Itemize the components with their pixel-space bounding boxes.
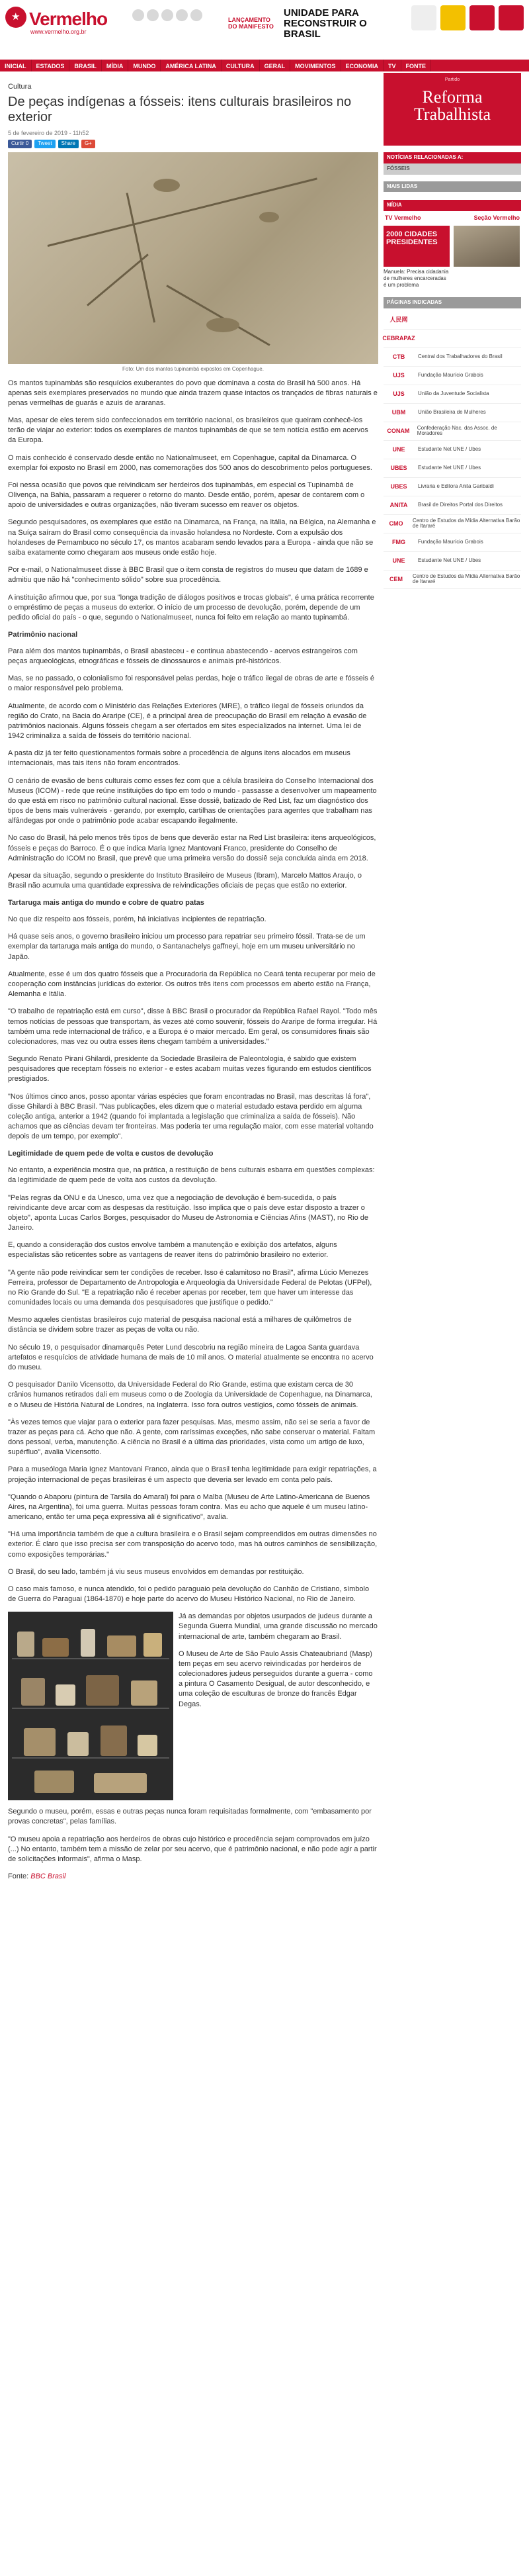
badge-4[interactable] [499, 5, 524, 30]
main-nav [0, 60, 529, 71]
article-paragraph: "O trabalho de repatriação está em curso", disse à BBC Brasil o procurador da República Rafael Rayol. "Todo mês temos notícias de pessoas que transportam, às vezes até como souvenir, fósseis do Araripe de forma irregular. Há também uma rede internacional de tráfico, e a Europa é o maior mercado. Em geral, os consumidores finais são colecionadores, mas vez ou outra esses itens chegam também a universidades." [8, 1007, 378, 1046]
article-paragraph: O Museu de Arte de São Paulo Assis Chateaubriand (Masp) tem peças em seu acervo reivindicadas por herdeiros de colecionadores judeus perseguidos durante a guerra - como a pintura O Casamento Desigual, de autor desconhecido, e uma coleção de esculturas de bronze do francês Edgar Degas. [179, 1649, 373, 1708]
article-source [8, 1872, 378, 1882]
partner-logo: UNE [392, 557, 405, 565]
recommended-link[interactable] [384, 459, 521, 478]
article-paragraph: Atualmente, de acordo com o Ministério das Relações Exteriores (MRE), o tráfico ilegal de fósseis oriundos da região do Crato, na Bacia do Araripe (CE), é a principal área de preocupação do Brasil em relação à evasão de patrimônios nacionais. Alguns fósseis chegam a ser ofertados em sites especializados na internet. Uma lei de 1942 criminaliza a saída de fósseis do território nacional. [8, 702, 367, 741]
article-paragraph: "Há uma importância também de que a cultura brasileira e o Brasil sejam compreendidos em outras dimensões no exterior. É claro que isso precisa ser com transposição do acervo todo, mas há outros caminhos de sensibilização, como exposições temporárias." [8, 1530, 378, 1559]
nav-item[interactable]: BRASIL [69, 60, 102, 71]
partner-logo: CTB [392, 353, 405, 361]
youtube-icon[interactable] [161, 9, 173, 21]
tweet-button[interactable]: Tweet [34, 140, 55, 148]
partner-name: Livraria e Editora Anita Garibaldi [418, 483, 494, 489]
nav-item[interactable]: MOVIMENTOS [290, 60, 341, 71]
instagram-icon[interactable] [176, 9, 188, 21]
ad-big-text: Reforma Trabalhista [413, 87, 491, 124]
ad-small-text: Partido [444, 77, 460, 82]
partner-name: União Brasileira de Mulheres [418, 409, 486, 415]
article [8, 82, 378, 1882]
article-paragraph: "Nos últimos cinco anos, posso apontar várias espécies que foram encontradas no Brasil, mas descritas lá fora", disse Ghilardi à BBC Brasil. "Nas publicações, eles dizem que o material estudado estava perdido em alguma coleção antiga, anterior a 1942 (quando foi implantada a legislação que criminaliza a saída de fósseis). Não achamos que as ciências devam ter fronteiras. Mas poderia ter uma regulação maior, com esse material voltando depois de um tempo, por exemplo". [8, 1092, 374, 1141]
article-paragraph: Por e-mail, o Nationalmuseet disse à BBC Brasil que o item consta de registros do museu que datam de 1689 e admitiu que não há "conhecimento sólido" sobre sua procedência. [8, 566, 368, 584]
article-paragraph: "Às vezes temos que viajar para o exterior para fazer pesquisas. Mas, mesmo assim, não sei se seria a favor de trazer as peças para cá. Acho que não. A gente, com raríssimas exceções, não sabe conservar o material. Faltam dons pessoal, verba, manutenção. A ciência no Brasil é a última das prioridades, vista como um artigo de luxo, supérfluo", avalia Vicensotto. [8, 1418, 376, 1457]
media-thumbs [384, 226, 521, 288]
recommended-link[interactable] [384, 533, 521, 552]
partner-logo: UBES [390, 465, 407, 472]
badge-2[interactable] [440, 5, 466, 30]
partner-logo: UBM [391, 409, 406, 416]
nav-item[interactable]: INICIAL [0, 60, 32, 71]
article-paragraph: Mesmo aqueles cientistas brasileiros cujo material de pesquisa nacional está a milhares de quilômetros de distância se dividem sobre trazer as peças de volta ou não. [8, 1316, 352, 1334]
badge-3[interactable] [469, 5, 495, 30]
partner-logo: UBES [390, 483, 407, 490]
partner-logo: CEM [389, 576, 403, 583]
partner-name: Centro de Estudos da Mídia Alternativa Barão de Itararé [412, 573, 520, 585]
article-paragraph: A instituição afirmou que, por sua "longa tradição de diálogos positivos e trocas globais", é uma prática recorrente o empréstimo de peças a museus do exterior. O início de um processo de devolução, porém, depende de um pedido oficial do país - o que, segundo o Nationalmuseet, nunca foi feito em relação ao manto tupinambá. [8, 593, 374, 621]
article-paragraph: Mas, se no passado, o colonialismo foi responsável pelas perdas, hoje o tráfico ilegal de obras de arte e fósseis é o maior responsável pelo problema. [8, 674, 374, 693]
recommended-link[interactable] [384, 311, 521, 330]
source-label: Fonte: [8, 1872, 29, 1881]
article-paragraph: No que diz respeito aos fósseis, porém, há iniciativas incipientes de repatriação. [8, 915, 266, 924]
thumb-text: 2000 CIDADES PRESIDENTES [386, 230, 438, 246]
partner-name: Estudante Net UNE / Ubes [418, 465, 481, 471]
twitter-icon[interactable] [147, 9, 159, 21]
header-badges [411, 5, 524, 30]
recommended-link[interactable] [384, 441, 521, 459]
recommended-link[interactable] [384, 496, 521, 515]
recommended-link[interactable] [384, 478, 521, 496]
partner-name: Confederação Nac. das Assoc. de Moradores [417, 424, 497, 437]
media-thumb-1[interactable] [384, 226, 450, 267]
rss-icon[interactable] [190, 9, 202, 21]
museum-photo-block [8, 1612, 378, 1800]
share-bar [8, 140, 378, 148]
article-paragraph: No entanto, a experiência mostra que, na prática, a restituição de bens culturais esbarra em questões complexas: da legitimidade de quem pede de volta aos custos da devolução. [8, 1166, 375, 1185]
article-paragraph: "Pelas regras da ONU e da Unesco, uma vez que a negociação de devolução é bem-sucedida, o país reivindicante deve arcar com as despesas da restituição. Isso implica que o país deve estar disposto a trazer o objeto", aponta Lucas Carlos Borges, pesquisador do Museu de Astronomia e Ciências Afins (MAST), no Rio de Janeiro. [8, 1193, 369, 1232]
site-header [0, 0, 529, 69]
media-thumb-2[interactable] [454, 226, 520, 267]
manifesto-banner[interactable] [228, 7, 407, 41]
nav-item[interactable]: FONTE [401, 60, 432, 71]
museum-photo [8, 1612, 173, 1800]
article-paragraph: O cenário de evasão de bens culturais como esses fez com que a célula brasileira do Conselho Internacional dos Museus (ICOM) - rede que reúne instituições do tipo em todo o mundo - passasse a desenvolver um mapeamento do que está em risco no patrimônio cultural nacional. Esse dossiê, batizado de Red List, faz um diagnóstico dos tipos de bens mais vulneráveis - gerando, por exemplo, cartilhas de orientações para agentes que trabalham nas alfândegas por onde o patrimônio pode acabar escapando ilegalmente. [8, 776, 377, 825]
sidebar [384, 73, 521, 589]
section-label[interactable]: Cultura [8, 83, 32, 91]
recommended-link[interactable] [384, 367, 521, 385]
nav-item[interactable]: MÍDIA [102, 60, 129, 71]
photo-caption: Foto: Um dos mantos tupinambá expostos em Copenhague. [122, 365, 264, 372]
media-caption[interactable]: Manuela: Precisa cidadania de mulheres encarceradas é um problema [384, 269, 449, 288]
article-paragraph: Há quase seis anos, o governo brasileiro iniciou um processo para repatriar seu primeiro fóssil. Trata-se de um exemplar da tartaruga mais antiga do mundo, o Santanachelys gaffneyi, hoje em um museu universitário no Japão. [8, 933, 366, 961]
article-paragraph: Mas, apesar de eles terem sido confeccionados em território nacional, os brasileiros que queiram conhecê-los terão de viajar ao exterior: todos os exemplares de mantos tupinambás de que se tem notícia estão em acervos da Europa. [8, 416, 368, 445]
nav-item[interactable]: TV [384, 60, 401, 71]
partner-name: Estudante Net UNE / Ubes [418, 557, 481, 563]
recommended-links [384, 311, 521, 589]
subtitle-patrimonio: Patrimônio nacional [8, 631, 78, 639]
social-icons [132, 9, 202, 21]
article-paragraph: A pasta diz já ter feito questionamentos formais sobre a procedência de alguns itens alocados em museus internacionais, mas tais itens não foram encontrados. [8, 749, 350, 768]
article-paragraph: Segundo pesquisadores, os exemplares que estão na Dinamarca, na França, na Itália, na Bélgica, na Alemanha e na Suíça saíram do Brasil como consequência da invasão holandesa no Nordeste. Com a expulsão dos holandeses de Pernambuco no século 17, os mantos acabaram sendo levados para a Europa - ainda que não se saiba exatamente como chegaram aos museus onde estão hoje. [8, 518, 376, 557]
article-paragraph: Atualmente, esse é um dos quatro fósseis que a Procuradoria da República no Ceará tenta recuperar por meio de cooperação com instâncias jurídicas do exterior. Os outros três itens com processos em aberto estão na França, Alemanha e Itália. [8, 970, 376, 999]
partner-logo: CONAM [387, 428, 410, 435]
facebook-icon[interactable] [132, 9, 144, 21]
media-header: MÍDIA [384, 200, 521, 211]
partner-logo: FMG [392, 539, 405, 546]
nav-item[interactable]: GERAL [260, 60, 291, 71]
article-date: 5 de fevereiro de 2019 - 11h52 [8, 129, 89, 136]
tab-tv-vermelho[interactable]: TV Vermelho [385, 214, 421, 222]
partner-logo: ANITA [389, 502, 408, 509]
partner-name: Centro de Estudos da Mídia Alternativa Barão de Itararé [412, 517, 520, 529]
article-paragraph: "Quando o Abaporu (pintura de Tarsila do Amaral) foi para o Malba (Museu de Arte Latino-Americana de Buenos Aires, na Argentina), foi uma guerra. Muitas pessoas foram contra. Mas eu acho que aquele é um museu latino-americano, então ter uma peça expressiva ali é significativo", avalia. [8, 1493, 370, 1522]
article-photo [8, 152, 378, 364]
banner-left-text: LANÇAMENTO DO MANIFESTO [228, 17, 274, 30]
source-link[interactable]: BBC Brasil [30, 1872, 66, 1881]
recommended-link[interactable] [384, 571, 521, 589]
article-paragraph: No caso do Brasil, há pelo menos três tipos de bens que deverão estar na Red List brasileira: itens arqueológicos, fósseis e peças do Barroco. É o que indica Maria Ignez Mantovani Franco, presidente do Conselho de Administração do ICOM no Brasil, que prevê que uma primeira versão do dossiê seja concluída ainda em 2018. [8, 834, 376, 862]
partner-logo: 人民网 [389, 316, 408, 324]
article-paragraph: E, quando a consideração dos custos envolve também a manutenção e exibição dos artefatos, alguns especialistas são reticentes sobre as vantagens de reaver itens do patrimônio brasileiro no exterior. [8, 1241, 337, 1260]
article-title: De peças indígenas a fósseis: itens culturais brasileiros no exterior [8, 94, 352, 124]
related-news-header: NOTÍCIAS RELACIONADAS A: [384, 152, 521, 163]
article-paragraph: Segundo o museu, porém, essas e outras peças nunca foram requisitadas formalmente, com "embasamento por provas concretas", pelas famílias. [8, 1808, 372, 1826]
partner-logo: UJS [393, 391, 405, 398]
partner-logo: UNE [392, 446, 405, 453]
recommended-link[interactable] [384, 385, 521, 404]
partner-name: União da Juventude Socialista [418, 391, 489, 396]
recommended-link[interactable] [384, 404, 521, 422]
nav-item[interactable]: ESTADOS [32, 60, 70, 71]
facebook-like-button[interactable]: Curtir 0 [8, 140, 32, 148]
nav-item[interactable]: ECONOMIA [341, 60, 384, 71]
article-paragraph: "O museu apoia a repatriação aos herdeiros de obras cujo histórico e procedência sejam comprovados em juízo (...) No entanto, também tem a missão de zelar por seu acervo, que é patrimônio nacional, e não pode agir a partir de solicitações informais", afirma o Masp. [8, 1835, 377, 1863]
article-paragraph: O caso mais famoso, e nunca atendido, foi o pedido paraguaio pela devolução do Canhão de Cristiano, símbolo de Guerra do Paraguai (1864-1870) e hoje parte do acervo do Museu Histórico Nacional, no Rio de Janeiro. [8, 1585, 370, 1604]
article-paragraph: O mais conhecido é conservado desde então no Nationalmuseet, em Copenhague, capital da Dinamarca. O exemplar foi exposto no Brasil em 2000, nas comemorações dos 500 anos do descobrimento pelos portugueses. [8, 453, 372, 472]
article-paragraph: Foi nessa ocasião que povos que reivindicam ser herdeiros dos tupinambás, em especial os Tupinambá de Olivença, na Bahia, passaram a requerer o retorno do manto. Desde então, porém, apesar de contarem com o apoio de universidades e outras organizações, não tiveram sucesso em reaver os objetos. [8, 481, 365, 510]
article-paragraph: Segundo Renato Pirani Ghilardi, presidente da Sociedade Brasileira de Paleontologia, é sabido que existem pesquisadores que receptam fósseis no exterior - e estes acabam muitas vezes figurando em estudos científicos prestigiados. [8, 1055, 372, 1083]
reforma-trabalhista-ad[interactable] [384, 73, 521, 146]
subtitle-tartaruga: Tartaruga mais antiga do mundo e cobre de quatro patas [8, 899, 204, 907]
logo-url: www.vermelho.org.br [30, 28, 87, 35]
banner-right-text: UNIDADE PARA RECONSTRUIR O BRASIL [284, 7, 367, 40]
tab-secao-vermelho[interactable]: Seção Vermelho [473, 214, 520, 222]
article-paragraph: Para a museóloga Maria Ignez Mantovani Franco, ainda que o Brasil tenha legitimidade para exigir repatriações, a projeção internacional de peças brasileiras é um aspecto que deveria ser levado em conta pelo país. [8, 1465, 377, 1484]
nav-item[interactable]: AMÉRICA LATINA [161, 60, 222, 71]
partner-name: Fundação Maurício Grabois [418, 539, 483, 545]
nav-item[interactable]: CULTURA [222, 60, 260, 71]
partner-logo: UJS [393, 372, 405, 379]
recommended-link[interactable] [384, 330, 521, 348]
subtitle-legitimidade: Legitimidade de quem pede de volta e custos de devolução [8, 1150, 214, 1158]
recommended-link[interactable] [384, 515, 521, 533]
article-paragraph: "A gente não pode reivindicar sem ter condições de receber. Isso é calamitoso no Brasil", afirma Lúcio Menezes Ferreira, professor de Departamento de Antropologia e Arqueologia da Universidade Federal de Pelotas (UFPel), no Rio Grande do Sul. "E a repatriação não é receber apenas por receber, tem que haver um interesse das comunidades locais ou uma demanda dos pesquisadores que justifique o pedido." [8, 1268, 372, 1307]
recommended-link[interactable] [384, 348, 521, 367]
partner-logo: CEBRAPAZ [382, 335, 415, 342]
article-paragraph: Para além dos mantos tupinambás, o Brasil abasteceu - e continua abastecendo - acervos estrangeiros com peças arqueológicas, etnográficas e fósseis de dinossauros e animais pré-históricos. [8, 647, 358, 666]
article-paragraph: O pesquisador Danilo Vicensotto, da Universidade Federal do Rio Grande, estima que existam cerca de 30 crânios humanos retirados dali em museus como o de Zoologia da Universidade de Copenhague, na Dinamarca, e o Museu de História Natural de Londres, na Inglaterra. Isso fora outros vestígios, como fósseis de animais. [8, 1381, 372, 1409]
gplus-button[interactable]: G+ [81, 140, 95, 148]
recommended-pages-header: PÁGINAS INDICADAS [384, 297, 521, 308]
partner-name: Brasil de Direitos Portal dos Direitos [418, 502, 503, 508]
linkedin-share-button[interactable]: Share [58, 140, 79, 148]
partner-logo: CMO [389, 520, 403, 528]
article-paragraph: Já as demandas por objetos usurpados de judeus durante a Segunda Guerra Mundial, uma grande discussão no mercado internacional de arte, também chegaram ao Brasil. [179, 1612, 378, 1641]
article-paragraph: Apesar da situação, segundo o presidente do Instituto Brasileiro de Museus (Ibram), Marcelo Mattos Araujo, o Brasil não acumula uma quantidade expressiva de reivindicações oficiais de peças que estão no exterior. [8, 871, 362, 890]
article-paragraph: Os mantos tupinambás são resquícios exuberantes do povo que dominava a costa do Brasil há 500 anos. Há apenas seis exemplares preservados no mundo que ainda trazem quase intactos os trançados de fibras naturais e penas vermelhas de guarás e azuis de araranas. [8, 379, 378, 407]
nav-item[interactable]: MUNDO [128, 60, 161, 71]
related-news-item[interactable]: FÓSSEIS [384, 163, 521, 175]
star-logo-icon [5, 7, 26, 28]
badge-1[interactable] [411, 5, 436, 30]
partner-name: Estudante Net UNE / Ubes [418, 446, 481, 452]
most-read-header: MAIS LIDAS [384, 181, 521, 193]
recommended-link[interactable] [384, 552, 521, 571]
article-paragraph: O Brasil, do seu lado, também já viu seus museus envolvidos em demandas por restituição. [8, 1567, 304, 1576]
site-logo[interactable] [5, 7, 121, 38]
recommended-link[interactable] [384, 422, 521, 441]
article-paragraph: No século 19, o pesquisador dinamarquês Peter Lund descobriu na região mineira de Lagoa Santa guardava artefatos e resquícios de atividade humana de mais de 10 mil anos. O material atualmente se encontra no acervo do museu. [8, 1343, 374, 1371]
logo-text: Vermelho [29, 9, 108, 29]
partner-name: Fundação Maurício Grabois [418, 372, 483, 378]
media-tabs [384, 211, 521, 224]
partner-name: Central dos Trabalhadores do Brasil [418, 353, 503, 359]
